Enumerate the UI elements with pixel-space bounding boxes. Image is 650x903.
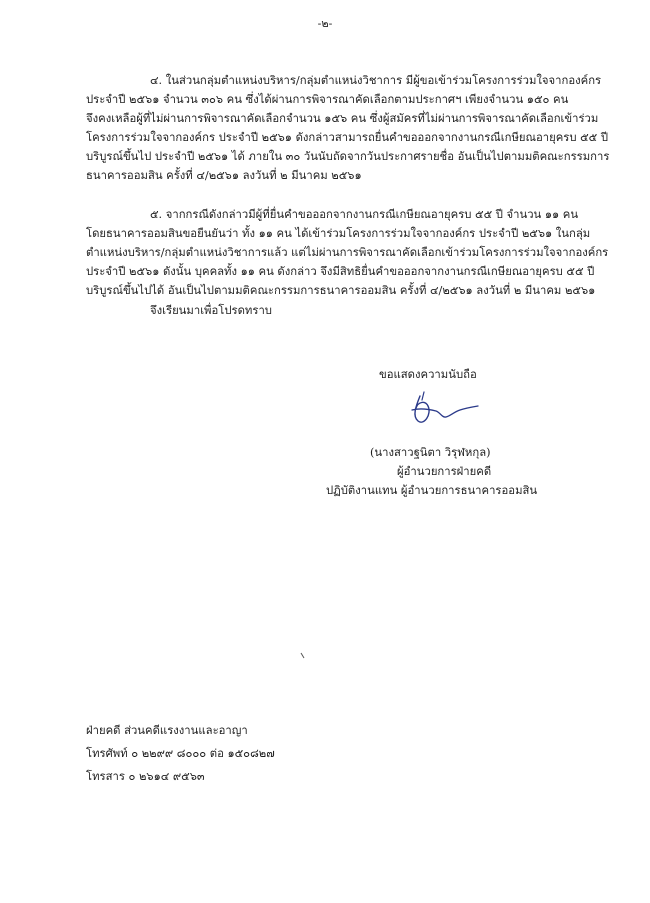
stray-pen-mark <box>300 652 306 660</box>
signatory-name: (นางสาวฐนิตา วิรุฬหกุล) <box>370 446 491 459</box>
paragraph-4-line-2: ประจำปี ๒๕๖๑ จำนวน ๓๐๖ คน ซึ่งได้ผ่านการพิจารณาคัดเลือกตามประกาศฯ เพียงจำนวน ๑๕๐ คน <box>86 93 569 106</box>
signatory-acting-for: ปฏิบัติงานแทน ผู้อำนวยการธนาคารออมสิน <box>326 484 538 497</box>
footer-fax: โทรสาร ๐ ๒๖๑๔ ๙๕๖๓ <box>86 770 205 783</box>
footer-department: ฝ่ายคดี ส่วนคดีแรงงานและอาญา <box>86 724 248 737</box>
paragraph-5-line-2: โดยธนาคารออมสินขอยืนยันว่า ทั้ง ๑๑ คน ได้เข้าร่วมโครงการร่วมใจจากองค์กร ประจำปี ๒๕๖๑ ในกลุ่ม <box>86 227 591 240</box>
paragraph-4-line-5: บริบูรณ์ขึ้นไป ประจำปี ๒๕๖๑ ได้ ภายใน ๓๐ วันนับถัดจากวันประกาศรายชื่อ อันเป็นไปตามมติคณะกรรมการ <box>86 150 610 163</box>
paragraph-5-line-3: ตำแหน่งบริหาร/กลุ่มตำแหน่งวิชาการแล้ว แต่ไม่ผ่านการพิจารณาคัดเลือกเข้าร่วมโครงการร่วมใจจากองค์กร <box>86 246 609 259</box>
closing-request: จึงเรียนมาเพื่อโปรดทราบ <box>150 304 272 317</box>
signatory-position: ผู้อำนวยการฝ่ายคดี <box>397 465 492 478</box>
paragraph-5-line-5: บริบูรณ์ขึ้นไปได้ อันเป็นไปตามมติคณะกรรมการธนาคารออมสิน ครั้งที่ ๔/๒๕๖๑ ลงวันที่ ๒ มีนาคม ๒๕๖๑ <box>86 284 596 297</box>
page-number: -๒- <box>317 17 333 30</box>
handwritten-signature <box>398 388 488 428</box>
paragraph-4-line-1: ๔. ในส่วนกลุ่มตำแหน่งบริหาร/กลุ่มตำแหน่งวิชาการ มีผู้ขอเข้าร่วมโครงการร่วมใจจากองค์กร <box>150 74 602 87</box>
paragraph-5-line-1: ๕. จากกรณีดังกล่าวมีผู้ที่ยื่นคำขอออกจากงานกรณีเกษียณอายุครบ ๕๕ ปี จำนวน ๑๑ คน <box>150 208 579 221</box>
footer-phone: โทรศัพท์ ๐ ๒๒๙๙ ๘๐๐๐ ต่อ ๑๕๐๘๒๗ <box>86 747 275 760</box>
paragraph-5-line-4: ประจำปี ๒๕๖๑ ดังนั้น บุคคลทั้ง ๑๑ คน ดังกล่าว จึงมีสิทธิยื่นคำขอออกจากงานกรณีเกษียณอายุครบ ๕๕ ปี <box>86 265 595 278</box>
paragraph-4-line-3: จึงคงเหลือผู้ที่ไม่ผ่านการพิจารณาคัดเลือกจำนวน ๑๕๖ คน ซึ่งผู้สมัครที่ไม่ผ่านการพิจารณาคัดเลือกเข้าร่วม <box>86 112 599 125</box>
salutation: ขอแสดงความนับถือ <box>379 368 477 381</box>
paragraph-4-line-6: ธนาคารออมสิน ครั้งที่ ๔/๒๕๖๑ ลงวันที่ ๒ มีนาคม ๒๕๖๑ <box>86 169 362 182</box>
paragraph-4-line-4: โครงการร่วมใจจากองค์กร ประจำปี ๒๕๖๑ ดังกล่าวสามารถยื่นคำขอออกจากงานกรณีเกษียณอายุครบ ๕๕ ปี <box>86 131 608 144</box>
